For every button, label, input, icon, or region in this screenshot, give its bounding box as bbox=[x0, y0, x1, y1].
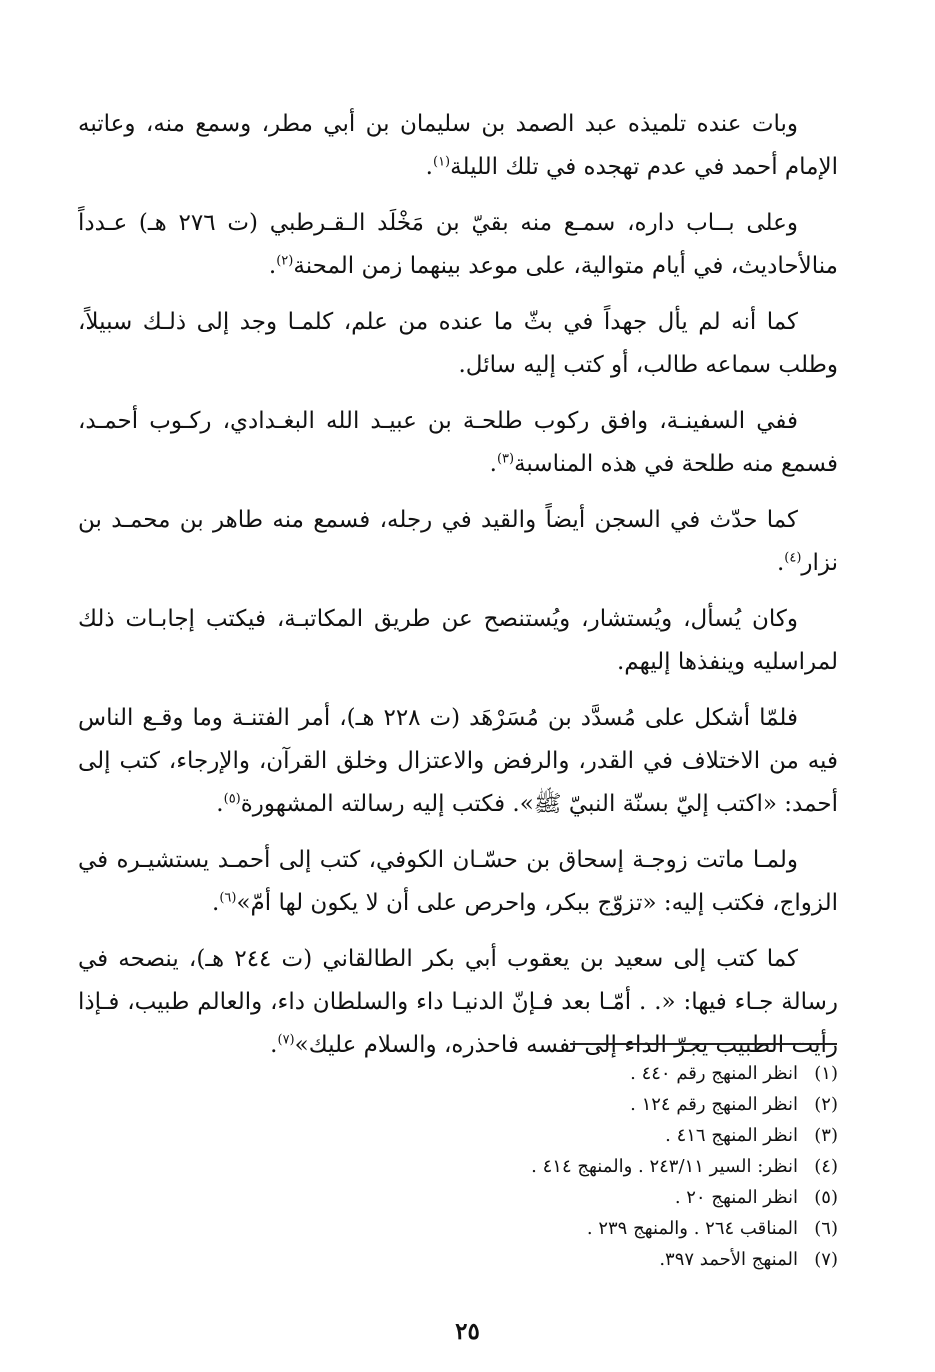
paragraph-tail: . bbox=[425, 154, 433, 180]
footnote bbox=[78, 1213, 838, 1244]
footnote-number: (٥) bbox=[814, 1187, 838, 1208]
paragraph bbox=[78, 839, 838, 925]
paragraph bbox=[78, 400, 838, 486]
footnote-number: (١) bbox=[814, 1063, 838, 1084]
footnote bbox=[78, 1058, 838, 1089]
footnote-divider bbox=[570, 1043, 837, 1045]
paragraph bbox=[78, 697, 838, 826]
page-number: ٢٥ bbox=[455, 1318, 480, 1345]
footnote-reference: (٣) bbox=[496, 451, 515, 467]
paragraph-tail: . bbox=[216, 791, 224, 817]
paragraph-text: ولمـا ماتت زوجـة إسحاق بن حسّـان الكوفي، كتب إلى أحمـد يستشيـره في الزواج، فكتب إليه: «تزوّج ببكر، واحرص على أن لا يكون لها أمّ» bbox=[78, 847, 838, 916]
footnote bbox=[78, 1089, 838, 1120]
paragraph bbox=[78, 598, 838, 684]
paragraph-text: وعلى بــاب داره، سمـع منه بقيّ بن مَخْلَد الـقـرطبي (ت ٢٧٦ هـ) عـدداً منالأحاديث، في أيام متوالية، على موعد بينهما زمن المحنة bbox=[78, 210, 838, 279]
paragraph bbox=[78, 938, 838, 1067]
paragraph bbox=[78, 202, 838, 288]
paragraph-tail: . bbox=[212, 890, 220, 916]
footnote-text: انظر المنهج رقم ١٢٤ . bbox=[630, 1094, 798, 1115]
paragraph-text: وكان يُسأل، ويُستشار، ويُستنصح عن طريق المكاتبـة، فيكتب إجابـات ذلك لمراسليه وينفذها إليهم. bbox=[78, 606, 838, 675]
footnote-reference: (٥) bbox=[223, 791, 241, 807]
footnote-reference: (٦) bbox=[219, 890, 237, 906]
paragraph-text: ففي السفينـة، وافق ركوب طلحـة بن عبيـد الله البغـدادي، ركـوب أحمـد، فسمع منه طلحة في هذه المناسبة bbox=[78, 408, 838, 477]
footnote-reference: (٢) bbox=[276, 253, 294, 269]
footnote bbox=[78, 1120, 838, 1151]
footnote-text: انظر المنهج رقم ٤٤٠ . bbox=[630, 1063, 798, 1084]
paragraph bbox=[78, 103, 838, 189]
footnote-reference: (١) bbox=[432, 154, 451, 170]
footnote-number: (٧) bbox=[814, 1249, 838, 1270]
footnote-number: (٦) bbox=[814, 1218, 838, 1239]
footnote-text: انظر: السير ٢٤٣/١١ . والمنهج ٤١٤ . bbox=[531, 1156, 798, 1177]
paragraph-text: كما أنه لم يأل جهداً في بثّ ما عنده من علم، كلمـا وجد إلى ذلـك سبيلاً، وطلب سماعه طالب، أو كتب إليه سائل. bbox=[78, 309, 838, 378]
footnote-text: انظر المنهج ٤١٦ . bbox=[665, 1125, 798, 1146]
footnote-number: (٤) bbox=[814, 1156, 838, 1177]
footnote-reference: (٤) bbox=[784, 550, 802, 566]
paragraph-tail: . bbox=[489, 451, 497, 477]
footnote-text: المنهج الأحمد ٣٩٧. bbox=[659, 1249, 798, 1270]
paragraph-tail: . bbox=[776, 550, 785, 576]
paragraph bbox=[78, 301, 838, 387]
footnote bbox=[78, 1151, 838, 1182]
main-text bbox=[78, 103, 838, 1080]
footnote bbox=[78, 1182, 838, 1213]
paragraph-tail: . bbox=[270, 1032, 278, 1058]
paragraph bbox=[78, 499, 838, 585]
paragraph-text: وبات عنده تلميذه عبد الصمد بن سليمان بن أبي مطر، وسمع منه، وعاتبه الإمام أحمد في عدم تهجده في تلك الليلة bbox=[78, 111, 838, 180]
footnote-number: (٢) bbox=[814, 1094, 838, 1115]
footnote-number: (٣) bbox=[814, 1125, 838, 1146]
paragraph-text: كما كتب إلى سعيد بن يعقوب أبي بكر الطالقاني (ت ٢٤٤ هـ)، ينصحه في رسالة جـاء فيها: «. . أمّـا بعد فـإنّ الدنيـا داء والسلطان داء، والعالم طبيب، فـإذا رأيت الطبيب يجرّ الداء إلى نفسه فاحذره، والسلام عليك» bbox=[78, 946, 838, 1058]
footnote-reference: (٧) bbox=[277, 1032, 295, 1048]
footnote-text: المناقب ٢٦٤ . والمنهج ٢٣٩ . bbox=[586, 1218, 798, 1239]
footnote bbox=[78, 1244, 838, 1275]
paragraph-tail: . bbox=[268, 253, 277, 279]
footnotes-section bbox=[78, 1058, 838, 1275]
footnote-text: انظر المنهج ٢٠ . bbox=[674, 1187, 798, 1208]
paragraph-text: كما حدّث في السجن أيضاً والقيد في رجله، فسمع منه طاهر بن محمـد بن نزار bbox=[78, 507, 838, 576]
paragraph-text: فلمّا أشكل على مُسدَّد بن مُسَرْهَد (ت ٢٢٨ هـ)، أمر الفتنـة وما وقـع الناس فيه من الاختلاف في القدر، والرفض والاعتزال وخلق القرآن، والإرجاء، كتب إلى أحمد: «اكتب إليّ بسنّة النبيّ ﷺ». فكتب إليه رسالته المشهورة bbox=[78, 705, 838, 817]
